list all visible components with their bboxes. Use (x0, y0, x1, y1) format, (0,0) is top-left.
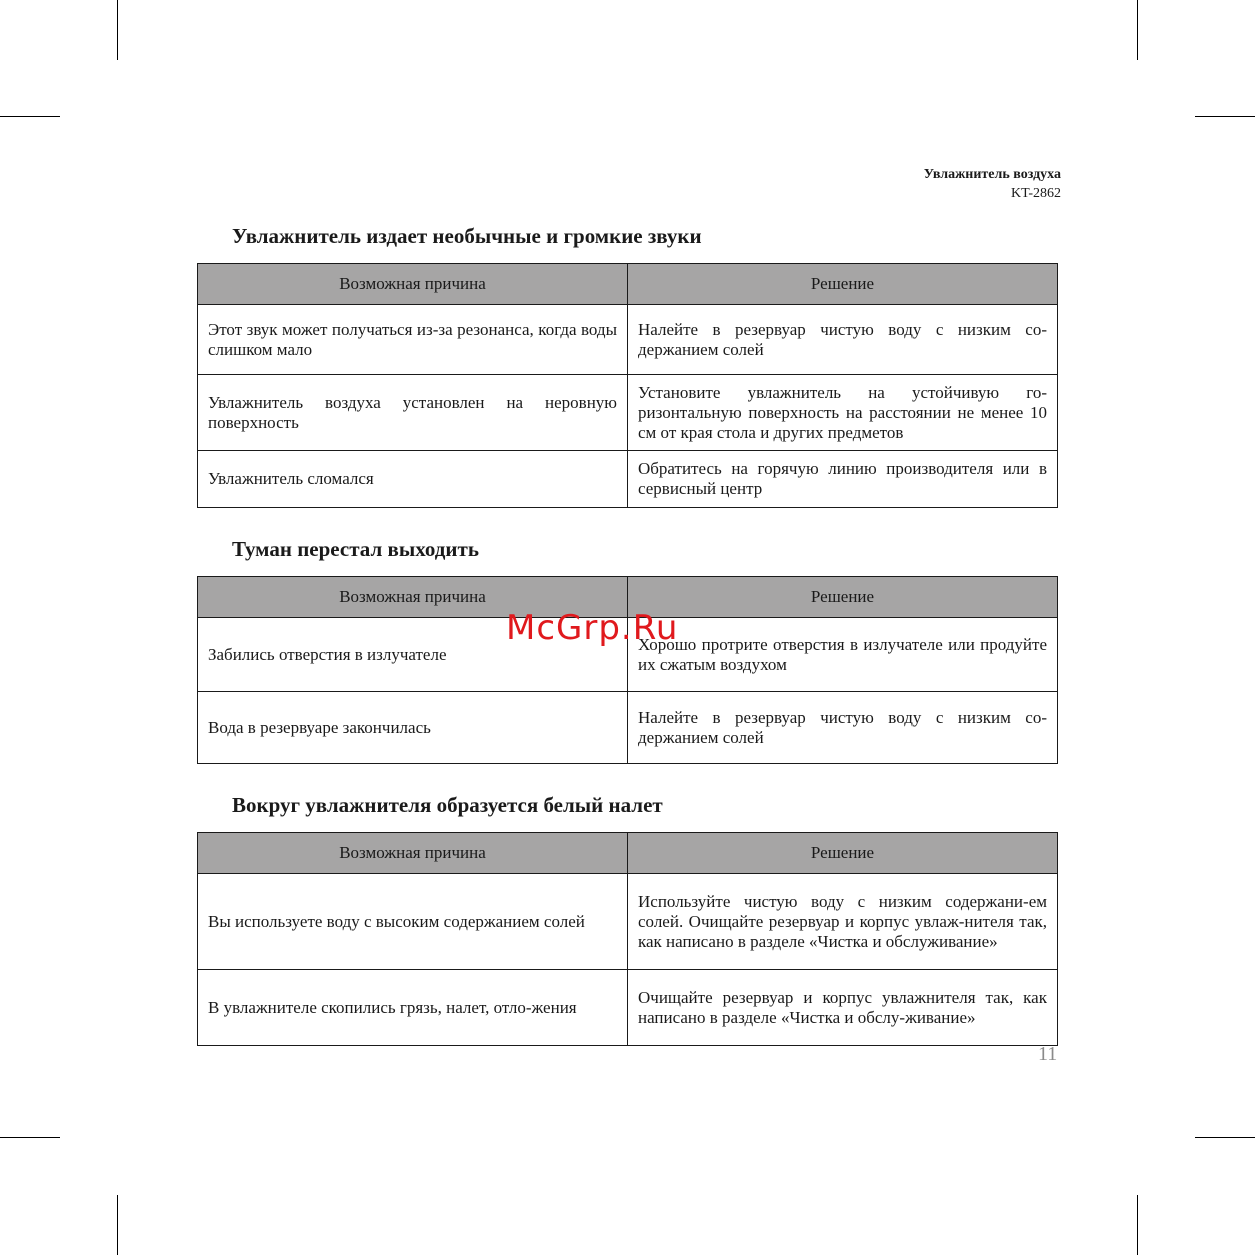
table-row (198, 970, 1058, 1046)
cause-cell: Увлажнитель сломался (198, 451, 628, 508)
table-row (198, 375, 1058, 451)
table-row (198, 692, 1058, 764)
troubleshooting-table (197, 263, 1058, 508)
column-header-solution: Решение (628, 577, 1058, 618)
crop-mark (117, 0, 118, 60)
troubleshooting-table (197, 832, 1058, 1046)
table-row (198, 451, 1058, 508)
cause-cell: Увлажнитель воздуха установлен на неровную поверхность (198, 375, 628, 451)
solution-cell: Установите увлажнитель на устойчивую го-ризонтальную поверхность на расстоянии не менее 10 см от края стола и других предметов (628, 375, 1058, 451)
cause-cell: Этот звук может получаться из-за резонанса, когда воды слишком мало (198, 305, 628, 375)
table-row (198, 305, 1058, 375)
solution-cell: Налейте в резервуар чистую воду с низким со-держанием солей (628, 305, 1058, 375)
model-number: KT-2862 (1010, 186, 1061, 201)
solution-cell: Используйте чистую воду с низким содержани-ем солей. Очищайте резервуар и корпус увлаж-нителя так, как написано в разделе «Чистка и обслуживание» (628, 874, 1058, 970)
cause-cell: Вы используете воду с высоким содержанием солей (198, 874, 628, 970)
solution-cell: Налейте в резервуар чистую воду с низким со-держанием солей (628, 692, 1058, 764)
section-title: Увлажнитель издает необычные и громкие звуки (232, 224, 702, 248)
crop-mark (0, 1137, 60, 1138)
column-header-cause: Возможная причина (198, 833, 628, 874)
crop-mark (0, 116, 60, 117)
table-header-row (198, 264, 1058, 305)
crop-mark (1195, 116, 1255, 117)
crop-mark (117, 1195, 118, 1255)
section-title: Туман перестал выходить (232, 537, 479, 561)
product-name: Увлажнитель воздуха (923, 167, 1061, 182)
cause-cell: Вода в резервуаре закончилась (198, 692, 628, 764)
watermark: McGrp.Ru (506, 608, 679, 648)
page-header (924, 165, 1061, 203)
column-header-solution: Решение (628, 264, 1058, 305)
page-number: 11 (1038, 1043, 1058, 1065)
cause-cell: Забились отверстия в излучателе (198, 618, 628, 692)
table-header-row (198, 833, 1058, 874)
column-header-cause: Возможная причина (198, 264, 628, 305)
solution-cell: Обратитесь на горячую линию производителя или в сервисный центр (628, 451, 1058, 508)
crop-mark (1137, 1195, 1138, 1255)
troubleshooting-table (197, 576, 1058, 764)
crop-mark (1195, 1137, 1255, 1138)
crop-mark (1137, 0, 1138, 60)
cause-cell: В увлажнителе скопились грязь, налет, отло-жения (198, 970, 628, 1046)
section-title: Вокруг увлажнителя образуется белый налет (232, 793, 663, 817)
solution-cell: Очищайте резервуар и корпус увлажнителя так, как написано в разделе «Чистка и обслу-живание» (628, 970, 1058, 1046)
column-header-cause: Возможная причина (198, 577, 628, 618)
table-row (198, 874, 1058, 970)
column-header-solution: Решение (628, 833, 1058, 874)
solution-cell: Хорошо протрите отверстия в излучателе или продуйте их сжатым воздухом (628, 618, 1058, 692)
